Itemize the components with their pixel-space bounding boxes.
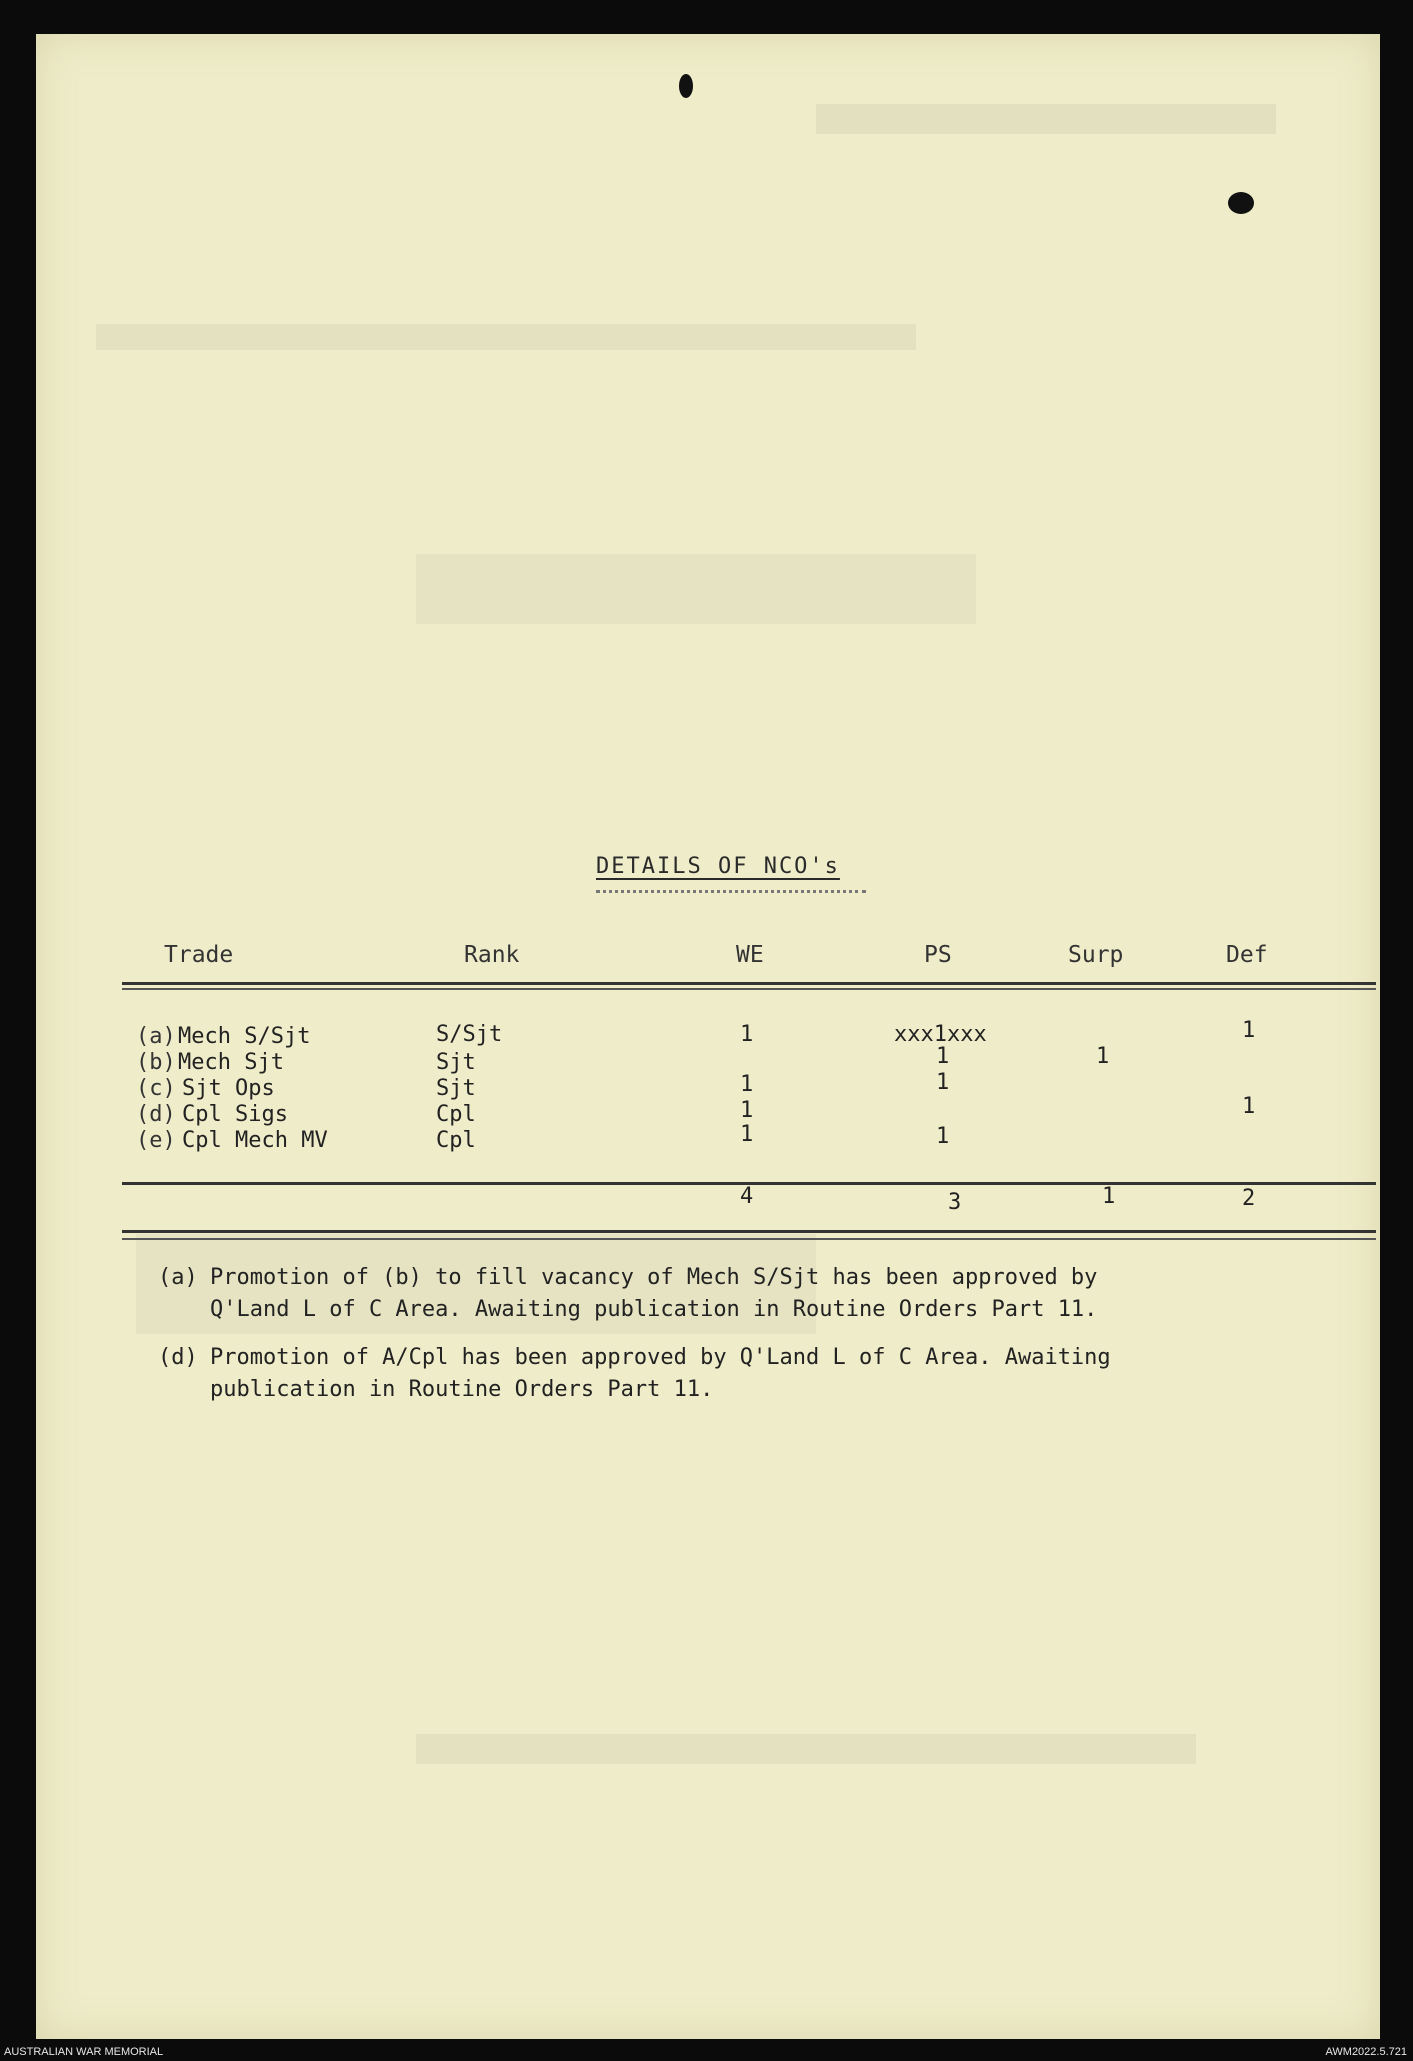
bleed-through-mark [416,1734,1196,1764]
footnote-marker: (a) [158,1265,198,1290]
we-cell: 1 [740,1122,754,1147]
row-marker: (d) [136,1102,176,1127]
footnote-line: Promotion of A/Cpl has been approved by Q'Land L of C Area. Awaiting [210,1345,1111,1370]
def-cell: 1 [1242,1018,1256,1043]
document-page [36,34,1380,2039]
rank-cell: Sjt [436,1076,476,1101]
title-dotted-rule [596,890,866,893]
table-top-rule-2 [122,988,1376,990]
ink-blot [1228,192,1254,214]
column-header-we: WE [736,942,764,968]
footnote-line: publication in Routine Orders Part 11. [210,1377,714,1402]
surp-cell: 1 [1096,1044,1110,1069]
table-top-rule [122,982,1376,985]
row-marker: (c) [136,1076,176,1101]
archive-footer [0,2043,1413,2061]
trade-cell: Cpl Mech MV [182,1128,328,1153]
bleed-through-mark [816,104,1276,134]
rank-cell: Sjt [436,1050,476,1075]
column-header-surp: Surp [1068,942,1124,968]
ink-blot [679,74,693,98]
column-header-rank: Rank [464,942,520,968]
column-header-trade: Trade [164,942,234,968]
trade-cell: Sjt Ops [182,1076,275,1101]
column-header-ps: PS [924,942,952,968]
def-cell: 1 [1242,1094,1256,1119]
total-ps: 3 [948,1190,962,1215]
rank-cell: Cpl [436,1102,476,1127]
row-marker: (b) [136,1050,176,1075]
trade-cell: Mech Sjt [178,1050,284,1075]
total-we: 4 [740,1184,754,1209]
row-marker: (a) [136,1024,176,1049]
row-marker: (e) [136,1128,176,1153]
total-surp: 1 [1102,1184,1116,1209]
we-cell: 1 [740,1098,754,1123]
rank-cell: Cpl [436,1128,476,1153]
column-header-def: Def [1226,942,1268,968]
rank-cell: S/Sjt [436,1022,503,1047]
footnote-d [158,1342,1338,1406]
bleed-through-mark [416,554,976,624]
table-bottom-rule-2 [122,1238,1376,1240]
ps-cell: xxx1xxx [894,1022,987,1047]
footnote-line: Q'Land L of C Area. Awaiting publication in Routine Orders Part 11. [210,1297,1098,1322]
ps-cell: 1 [936,1124,950,1149]
total-def: 2 [1242,1186,1256,1211]
we-cell: 1 [740,1022,754,1047]
bleed-through-mark [96,324,916,350]
trade-cell: Cpl Sigs [182,1102,288,1127]
footer-source: AUSTRALIAN WAR MEMORIAL [4,2046,164,2058]
footnote-marker: (d) [158,1345,198,1370]
we-cell: 1 [740,1072,754,1097]
table-bottom-rule [122,1230,1376,1233]
ps-cell: 1 [936,1044,950,1069]
footnote-a [158,1262,1338,1326]
trade-cell: Mech S/Sjt [178,1024,311,1049]
footnote-line: Promotion of (b) to fill vacancy of Mech S/Sjt has been approved by [210,1265,1098,1290]
document-title: DETAILS OF NCO's [596,854,840,879]
ps-cell: 1 [936,1070,950,1095]
footer-catalog-id: AWM2022.5.721 [1325,2046,1407,2058]
